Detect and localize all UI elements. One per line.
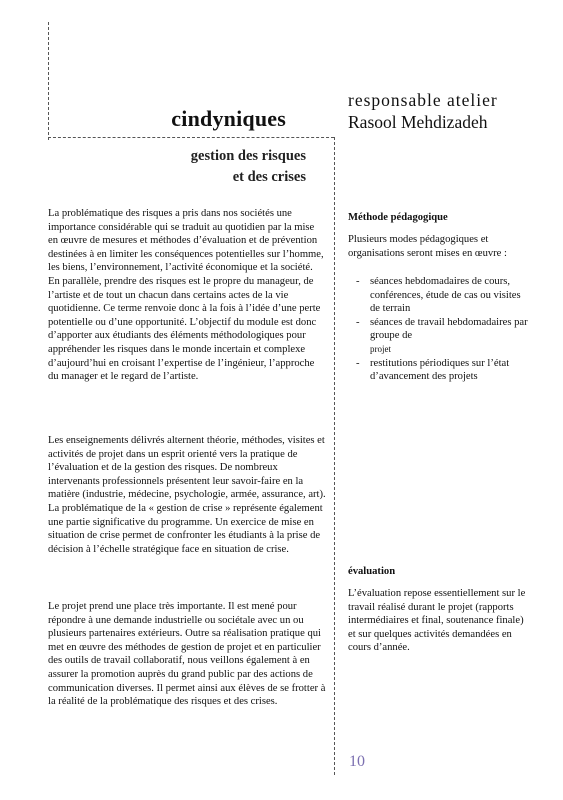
subtitle-line-1: gestion des risques (190, 148, 306, 164)
list-item: - restitutions périodiques sur l’état d’avancement des projets (354, 357, 530, 384)
dashed-guide-left (48, 22, 49, 140)
responsible-role: responsable atelier (348, 90, 498, 110)
method-list (348, 275, 530, 384)
page-subtitle (150, 146, 306, 188)
body-paragraph-1: La problématique des risques a pris dans nos sociétés une importance considérable qui se traduit au quotidien par la mise en œuvre de mesures et méthodes d’évaluation et de prévention destinées à en limiter les conséquences potentielles sur l’homme, les biens, l’environnement, l’activité économique et la société. En parallèle, prendre des risques est le propre du manageur, de l’artiste et de tout un chacun dans certains actes de la vie quotidienne. Ce terme renvoie donc à la fois à l’idée d’une perte potentielle ou d’une opportunité. L’objectif du module est donc d’apporter aux étudiants des éléments méthodologiques pour appréhender les risques dans le monde incertain et complexe d’aujourd’hui en croisant l’expertise de l’ingénieur, l’approche du manager et le regard de l’artiste. (48, 208, 324, 383)
body-paragraph-2: Les enseignements délivrés alternent théorie, méthodes, visites et activités de projet dans un esprit orienté vers la pratique de l’évaluation et de la gestion des risques. De nombreux intervenants professionnels présentent leur savoir-faire en la matière (industrie, médecine, psychologie, armée, assurance, art). La problématique de la « gestion de crise » représente également une partie significative du programme. Un exercice de mise en situation de crise permet de confronter les étudiants à la prise de décision à l’échelle stratégique face en situation de crise. (48, 435, 326, 555)
responsible-name: Rasool Mehdizadeh (348, 112, 488, 132)
page-title: cindyniques (171, 106, 286, 131)
list-item: - séances hebdomadaires de cours, conférences, étude de cas ou visites de terrain (354, 275, 530, 316)
dashed-column-divider (334, 137, 335, 775)
list-item: - séances de travail hebdomadaires par groupe de projet (354, 316, 530, 357)
method-intro: Plusieurs modes pédagogiques et organisations seront mises en œuvre : (348, 234, 507, 259)
body-paragraph-3: Le projet prend une place très importante. Il est mené pour répondre à une demande industrielle ou sociétale avec un ou plusieurs partenaires extérieurs. Outre sa réalisation pratique qui met en œuvre des méthodes de gestion de projet et en particulier des outils de travail collaboratif, nous veillons également à en assurer la promotion auprès du grand public par des actions de communication diverses. Il permet ainsi aux élèves de se frotter à la réalité de la problématique des risques et des crises. (48, 601, 326, 708)
page-number: 10 (349, 753, 365, 770)
evaluation-text: L’évaluation repose essentiellement sur le travail réalisé durant le projet (rapports intermédiaires et final, soutenance finale) et sur quelques activités demandées en cours d’année. (348, 588, 526, 654)
method-heading: Méthode pédagogique (348, 212, 448, 223)
list-item-continuation: projet (370, 343, 391, 354)
evaluation-heading: évaluation (348, 566, 396, 577)
subtitle-line-2: et des crises (232, 169, 306, 185)
dashed-guide-horizontal (48, 137, 334, 138)
